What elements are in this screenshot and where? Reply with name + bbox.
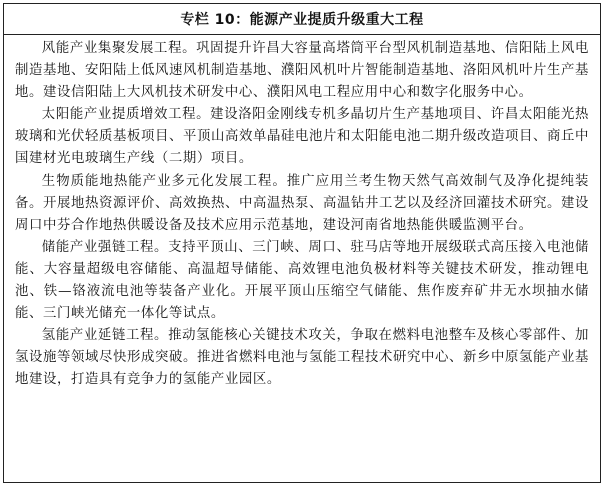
- paragraph-biomass-geothermal: 生物质能地热能产业多元化发展工程。推广应用兰考生物天然气高效制气及净化提纯装备。开展地热资源评价、高效换热、中高温热泵、高温钻井工艺以及经济回灌技术研究。建设周口中芬合作地热供暖设备及技术应用示范基地，建设河南省地热能供暖监测平台。: [15, 173, 589, 233]
- box-content: [4, 35, 600, 392]
- paragraph-wind: 风能产业集聚发展工程。巩固提升许昌大容量高塔筒平台型风机制造基地、信阳陆上风电制造基地、安阳陆上低风速风机制造基地、濮阳风机叶片智能制造基地、洛阳风机叶片生产基地。建设信阳陆上大风机技术研发中心、濮阳风电工程应用中心和数字化服务中心。: [15, 41, 589, 101]
- paragraph-energy-storage: 储能产业强链工程。支持平顶山、三门峡、周口、驻马店等地开展级联式高压接入电池储能、大容量超级电容储能、高温超导储能、高效锂电池负极材料等关键技术研发，推动锂电池、铁—铬液流电池等装备产业化。开展平顶山压缩空气储能、焦作废弃矿井无水坝抽水储能、三门峡光储充一体化等试点。: [15, 239, 589, 322]
- box-title: 专栏 10：能源产业提质升级重大工程: [180, 12, 424, 28]
- box-header: [4, 4, 600, 35]
- paragraph-solar: 太阳能产业提质增效工程。建设洛阳金刚线专机多晶切片生产基地项目、许昌太阳能光热玻璃和光伏轻质基板项目、平顶山高效单晶硅电池片和太阳能电池二期升级改造项目、商丘中国建材光电玻璃生产线（二期）项目。: [15, 107, 589, 167]
- paragraph-hydrogen: 氢能产业延链工程。推动氢能核心关键技术攻关，争取在燃料电池整车及核心零部件、加氢设施等领域尽快形成突破。推进省燃料电池与氢能工程技术研究中心、新乡中原氢能产业基地建设，打造具有竞争力的氢能产业园区。: [15, 328, 589, 388]
- sidebar-box: [3, 3, 601, 483]
